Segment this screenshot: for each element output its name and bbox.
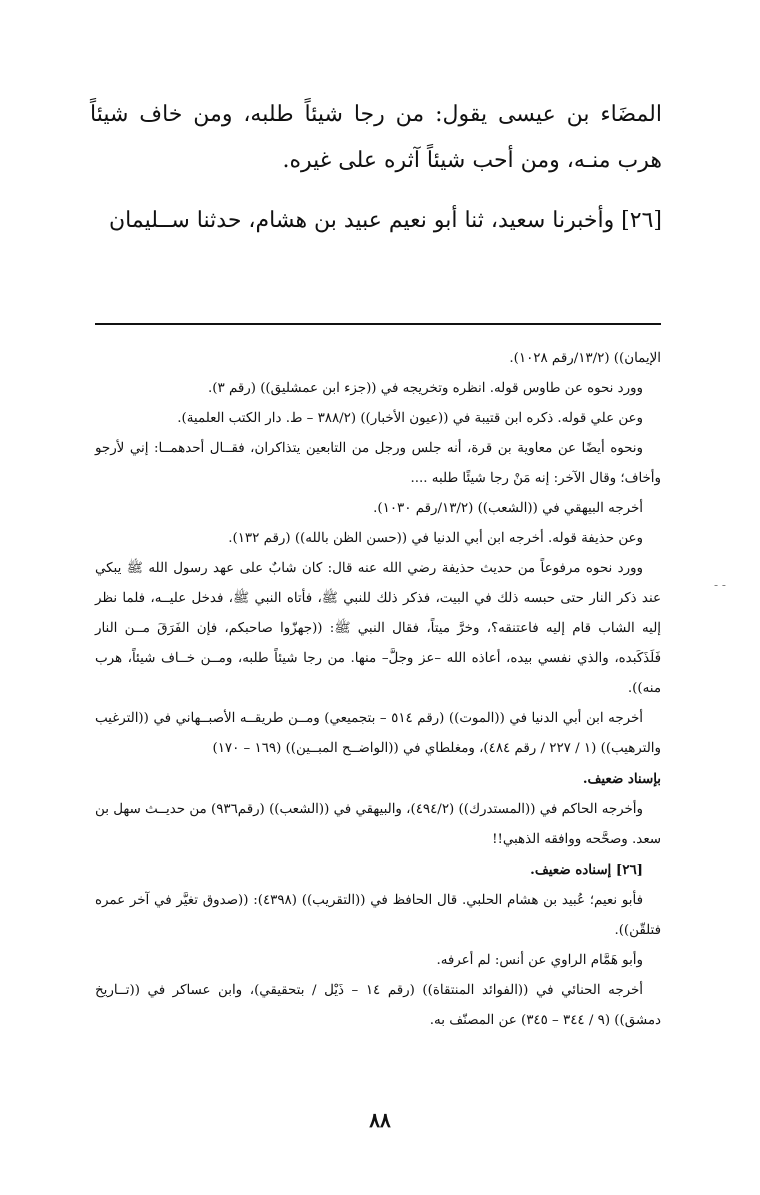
scan-mark: - -	[714, 578, 726, 592]
footnote-line: أخرجه ابن أبي الدنيا في ((الموت)) (رقم ٥١٤ – بتجميعي) ومــن طريقــه الأصبــهاني في ((الترغيب والترهيب)) (١ / ٢٢٧ / رقم ٤٨٤)، ومغلطاي في ((الواضــح المبــين)) (١٦٩ – ١٧٠)	[95, 711, 661, 756]
footnote-line: وورد نحوه مرفوعاً من حديث حذيفة رضي الله عنه قال: كان شابٌ على عهد رسول الله ﷺ يبكي عند ذكر النار حتى حبسه ذلك في البيت، فذكر ذلك للنبي ﷺ، فأتاه النبي ﷺ، فدخل عليــه، فلما نظر إليه الشاب قام إليه فاعتنقه؟، وخرَّ ميتاً، فقال النبي ﷺ: ((جهزّوا صاحبكم، فإن الفَرَقَ مــن النار فَلَذَكَبده، والذي نفسي بيده، أعاذه الله –عز وجلَّ– منها. من رجا شيئاً طلبه، ومــن خــاف شيئاً، هرب منه)).	[95, 561, 661, 696]
footnote-line-bold	[95, 764, 661, 795]
footnote-line: وورد نحوه عن طاوس قوله. انظره وتخريجه في ((جزء ابن عمشليق)) (رقم ٣).	[208, 381, 643, 396]
page-number: ٨٨	[369, 1108, 391, 1132]
footnote-heading-26: [٢٦] إسناده ضعيف.	[530, 862, 643, 878]
isnad-grade: بإسناد ضعيف.	[582, 771, 661, 787]
footnote-line: الإيمان)) (١٣/٢/رقم ١٠٢٨).	[509, 351, 661, 366]
footnote-line: وعن علي قوله. ذكره ابن قتيبة في ((عيون الأخبار)) (٣٨٨/٢ – ط. دار الكتب العلمية).	[177, 411, 643, 426]
footnote-line: فأبو نعيم؛ عُبيد بن هشام الحلبي. قال الحافظ في ((التقريب)) (٤٣٩٨): ((صدوق تغيَّر في آخر عمره فتلقّن)).	[95, 893, 661, 938]
footnote-line: أخرجه الحنائي في ((الفوائد المنتقاة)) (رقم ١٤ – ذَيْل / بتحقيقي)، وابن عساكر في ((تــاريخ دمشق)) (٩ / ٣٤٤ – ٣٤٥) عن المصنّف به.	[95, 983, 661, 1028]
footnote-line: وأبو هَمَّام الراوي عن أنس: لم أعرفه.	[436, 953, 643, 968]
footnotes	[95, 344, 661, 1036]
footnote-line: وأخرجه الحاكم في ((المستدرك)) (٤٩٤/٢)، والبيهقي في ((الشعب)) (رقم٩٣٦) من حديــث سهل بن سعد. وصحَّحه ووافقه الذهبي!!	[95, 802, 661, 847]
footnote-line: ونحوه أيضًا عن معاوية بن قرة، أنه جلس ورجل من التابعين يتذاكران، فقــال أحدهمــا: إني لأرجو وأخاف؛ وقال الآخر: إنه مَنْ رجا شيئًا طلبه ....	[95, 441, 661, 486]
footnote-line: أخرجه البيهقي في ((الشعب)) (١٣/٢/رقم ١٠٣٠).	[373, 501, 643, 516]
footnote-heading	[95, 855, 661, 886]
main-text	[90, 92, 662, 258]
footnote-line: وعن حذيفة قوله. أخرجه ابن أبي الدنيا في ((حسن الظن بالله)) (رقم ١٣٢).	[228, 531, 643, 546]
main-paragraph: المضَاء بن عيسى يقول: من رجا شيئاً طلبه، ومن خاف شيئاً هرب منـه، ومن أحب شيئاً آثره على غيره.	[90, 102, 662, 173]
footnote-separator	[95, 323, 661, 325]
main-paragraph-hadith-26: [٢٦] وأخبرنا سعيد، ثنا أبو نعيم عبيد بن هشام، حدثنا ســليمان	[108, 208, 662, 233]
